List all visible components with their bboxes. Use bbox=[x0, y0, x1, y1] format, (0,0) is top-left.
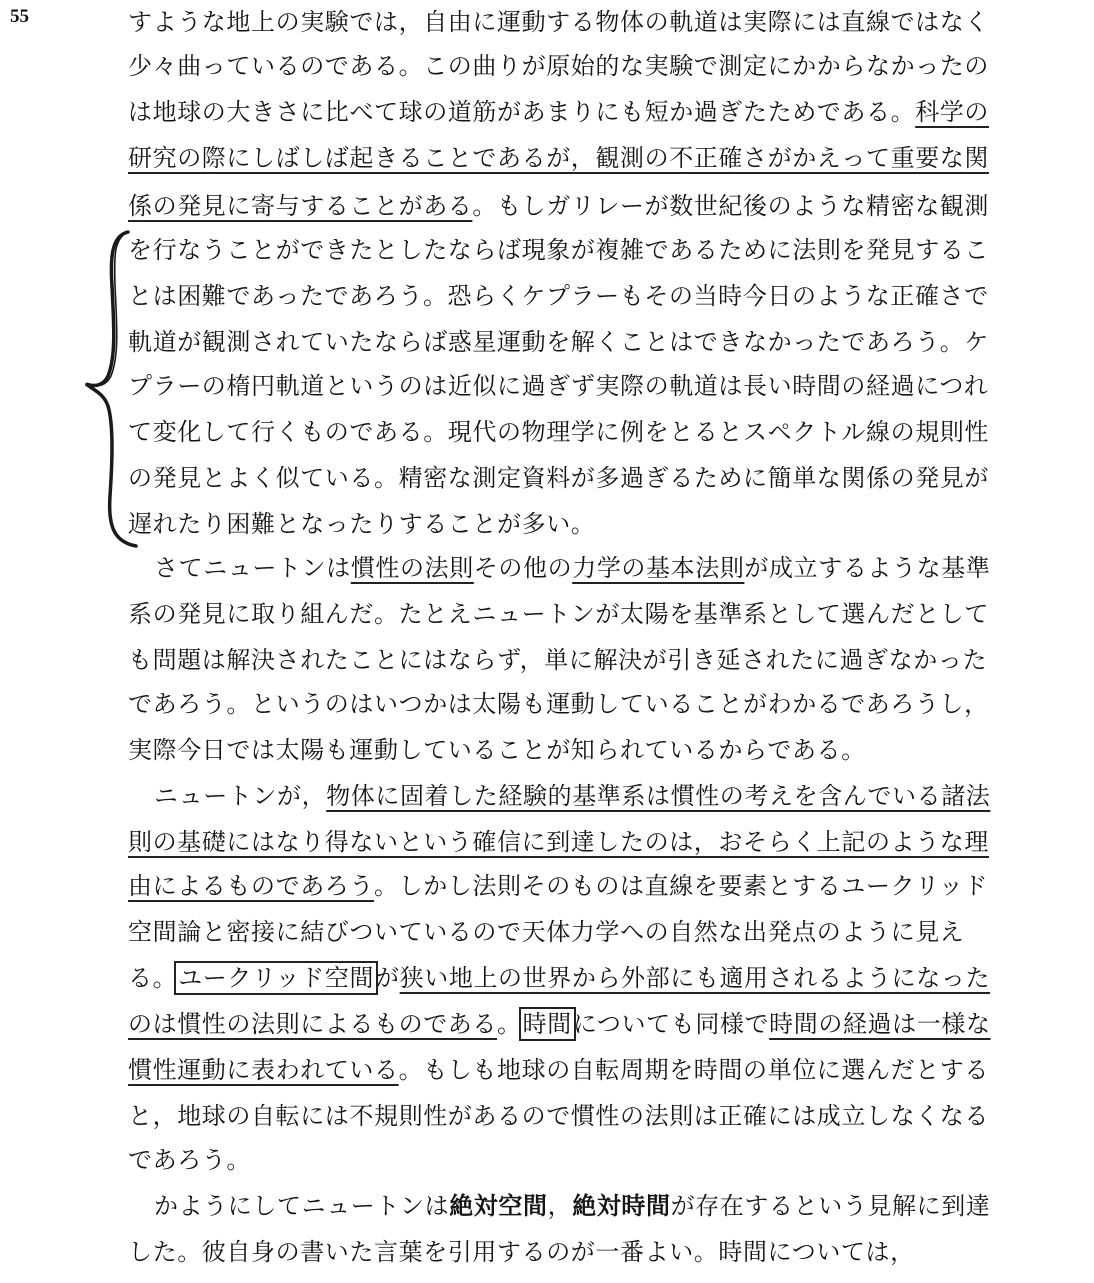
text-run: が bbox=[375, 964, 400, 992]
text-line bbox=[128, 866, 988, 906]
text-run: 少々曲っているのである。この曲りが原始的な実験で測定にかからなかったの bbox=[128, 52, 989, 80]
text-run: プラーの楕円軌道というのは近似に過ぎず実際の軌道は長い時間の経過につれ bbox=[128, 372, 989, 400]
text-line bbox=[128, 412, 989, 452]
underlined-phrase: 係の発見に寄与することがある bbox=[128, 192, 473, 220]
page-number: 55 bbox=[10, 6, 29, 27]
underlined-phrase: のは慣性の法則によるものである bbox=[128, 1010, 497, 1038]
underlined-phrase: 慣性の法則 bbox=[350, 554, 474, 582]
underlined-phrase: 則の基礎にはなり得ないという確信に到達したのは，おそらく上記のような理 bbox=[128, 828, 989, 856]
text-run: その他の bbox=[473, 554, 573, 582]
text-run: すような地上の実験では，自由に運動する物体の軌道は実際には直線ではなく bbox=[128, 8, 989, 36]
underlined-phrase: 狭い地上の世界から外部にも適用されるようになった bbox=[399, 964, 991, 992]
text-line bbox=[128, 1232, 915, 1272]
text-line bbox=[128, 366, 989, 406]
text-line bbox=[128, 1096, 989, 1136]
text-line bbox=[128, 322, 989, 362]
text-run: 空間論と密接に結びついているので天体力学への自然な出発点のように見え bbox=[128, 918, 965, 946]
text-run: 。しかし法則そのものは直線を要素とするユークリッド bbox=[374, 872, 989, 900]
text-line bbox=[128, 1140, 251, 1180]
text-line bbox=[128, 912, 964, 952]
text-run: であろう。 bbox=[128, 1146, 251, 1174]
text-line bbox=[128, 458, 989, 498]
underlined-phrase: 力学の基本法則 bbox=[572, 554, 745, 582]
text-line bbox=[128, 730, 866, 770]
text-line bbox=[128, 822, 989, 862]
text-line bbox=[128, 684, 989, 724]
text-line bbox=[128, 640, 987, 680]
text-run: 実際今日では太陽も運動していることが知られているからである。 bbox=[128, 736, 866, 764]
boxed-term: 時間 bbox=[522, 1010, 572, 1038]
text-run: した。彼自身の書いた言葉を引用するのが一番よい。時間については， bbox=[128, 1238, 915, 1266]
text-line bbox=[128, 548, 990, 588]
underlined-phrase: 研究の際にしばしば起きることであるが，観測の不正確さがかえって重要な関 bbox=[128, 144, 989, 172]
underlined-phrase: 科学の bbox=[915, 98, 990, 126]
text-run: も問題は解決されたことにはならず，単に解決が引き延されたに過ぎなかった bbox=[128, 646, 988, 674]
text-line bbox=[128, 1050, 989, 1090]
text-run: とは困難であったであろう。恐らくケプラーもその当時今日のような正確さで bbox=[128, 282, 989, 310]
text-run: を行なうことができたとしたならば現象が複雑であるために法則を発見するこ bbox=[128, 236, 989, 264]
text-run: て変化して行くものである。現代の物理学に例をとるとスペクトル線の規則性 bbox=[128, 418, 989, 446]
text-line bbox=[128, 186, 989, 226]
text-run: 遅れたり困難となったりすることが多い。 bbox=[128, 510, 596, 538]
text-run: と，地球の自転には不規則性があるので慣性の法則は正確には成立しなくなる bbox=[128, 1102, 989, 1130]
text-run: は地球の大きさに比べて球の道筋があまりにも短か過ぎたためである。 bbox=[128, 98, 916, 126]
text-run: ， bbox=[547, 1192, 573, 1220]
text-line bbox=[128, 776, 990, 816]
text-line bbox=[128, 138, 989, 178]
text-line bbox=[128, 504, 595, 544]
text-run: 軌道が観測されていたならば惑星運動を解くことはできなかったであろう。ケ bbox=[128, 328, 989, 356]
text-line bbox=[128, 2, 989, 42]
text-run: さてニュートンは bbox=[154, 554, 351, 582]
text-run: ニュートンが， bbox=[154, 782, 327, 810]
text-run: 。もしガリレーが数世紀後のような精密な観測 bbox=[472, 192, 990, 220]
bold-term: 絶対空間 bbox=[449, 1191, 548, 1220]
text-line bbox=[128, 276, 989, 316]
boxed-term: ユークリッド空間 bbox=[178, 964, 375, 992]
text-run: 。 bbox=[497, 1010, 522, 1038]
bold-term: 絶対時間 bbox=[572, 1191, 671, 1220]
text-line bbox=[128, 46, 989, 86]
text-run: が成立するような基準 bbox=[744, 554, 991, 582]
text-line bbox=[128, 594, 989, 634]
text-line bbox=[128, 92, 989, 132]
underlined-phrase: 物体に固着した経験的基準系は慣性の考えを含んでいる諸法 bbox=[326, 782, 991, 810]
underlined-phrase: 由によるものであろう bbox=[128, 872, 374, 900]
text-run: が存在するという見解に到達 bbox=[670, 1192, 991, 1220]
text-run: かようにしてニュートンは bbox=[154, 1192, 450, 1220]
underlined-phrase: 時間の経過は一様な bbox=[769, 1010, 991, 1038]
text-line bbox=[128, 958, 990, 998]
text-run: る。 bbox=[128, 964, 178, 992]
text-run: であろう。というのはいつかは太陽も運動していることがわかるであろうし， bbox=[128, 690, 989, 718]
text-line bbox=[128, 1186, 990, 1226]
text-line bbox=[128, 230, 989, 270]
text-run: 系の発見に取り組んだ。たとえニュートンが太陽を基準系として選んだとして bbox=[128, 600, 989, 628]
underlined-phrase: 慣性運動に表われている bbox=[128, 1056, 399, 1084]
text-run: 。もしも地球の自転周期を時間の単位に選んだとする bbox=[398, 1056, 990, 1084]
text-run: の発見とよく似ている。精密な測定資料が多過ぎるために簡単な関係の発見が bbox=[128, 464, 989, 492]
text-run: についても同様で bbox=[572, 1010, 770, 1038]
text-line bbox=[128, 1004, 991, 1044]
